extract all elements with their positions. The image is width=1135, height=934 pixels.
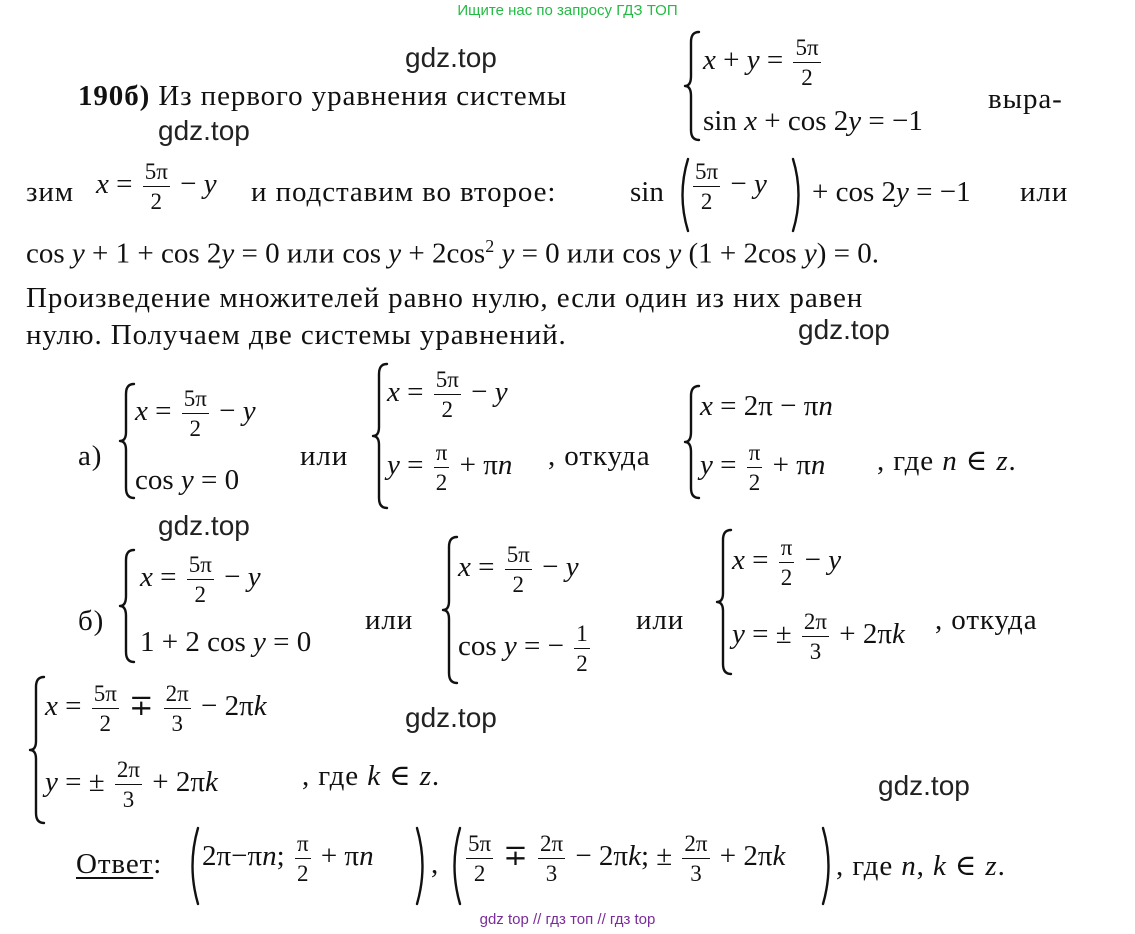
text-fragment: или	[1020, 176, 1069, 208]
fraction: $\frac{5\pi}{2}$	[188, 552, 212, 607]
fraction: $\frac{2\pi}{3}$	[684, 831, 708, 886]
text-line-5: нулю. Получаем две системы уравнений.	[26, 319, 567, 351]
left-brace	[118, 548, 138, 664]
fraction: $\frac{5\pi}{2}$	[795, 35, 819, 90]
footer-links[interactable]: gdz top // гдз топ // гдз top	[479, 911, 656, 928]
text-fragment: выра-	[988, 83, 1063, 115]
problem-text: Из первого уравнения системы	[158, 80, 568, 112]
equation: x = $\frac{5\pi}{2}$ − y	[96, 159, 217, 214]
text-fragment: Ответ	[76, 848, 154, 880]
fraction: $\frac{\pi}{2}$	[748, 440, 761, 495]
text-fragment: и подставим во второе:	[251, 176, 557, 208]
equation: x = 2π − πn	[700, 390, 833, 422]
fraction: $\frac{5\pi}{2}$	[695, 159, 719, 214]
fraction: $\frac{\pi}{2}$	[780, 535, 793, 590]
text-fragment: или	[566, 237, 616, 270]
case-label: б)	[78, 605, 105, 637]
watermark: gdz.top	[798, 314, 890, 345]
equation: x = $\frac{5\pi}{2}$ − y	[387, 367, 508, 422]
text-fragment: , где	[302, 760, 360, 792]
equation: cos y = − $\frac{1}{2}$	[458, 621, 588, 676]
answer-label: Ответ:	[76, 848, 163, 880]
fraction: $\frac{5\pi}{2}$	[93, 681, 117, 736]
text-fragment: или	[286, 237, 336, 270]
fraction: $\frac{2\pi}{3}$	[165, 681, 189, 736]
watermark: gdz.top	[158, 115, 250, 146]
text-line-4: Произведение множителей равно нулю, если один из них равен	[26, 282, 864, 314]
text-fragment: , откуда	[548, 440, 651, 472]
fraction: $\frac{2\pi}{3}$	[803, 609, 828, 664]
right-paren	[820, 826, 836, 906]
fraction: $\frac{1}{2}$	[576, 621, 588, 676]
text-fragment: или	[365, 604, 414, 636]
equation: x = $\frac{5\pi}{2}$ − y	[140, 552, 261, 607]
equation: x = $\frac{5\pi}{2}$ − y	[135, 386, 256, 441]
answer-condition: , где n, k ∈ z.	[836, 850, 1006, 882]
text-fragment: , откуда	[935, 604, 1038, 636]
text-fragment: зим	[26, 176, 75, 208]
equation: y = ± $\frac{2\pi}{3}$ + 2πk	[45, 757, 218, 812]
fraction: $\frac{5\pi}{2}$	[435, 367, 459, 422]
fraction: $\frac{5\pi}{2}$	[144, 159, 168, 214]
right-paren	[414, 826, 430, 906]
condition: , где k ∈ z.	[302, 760, 441, 792]
text-fragment: или	[636, 604, 685, 636]
problem-number: 190б)	[78, 80, 151, 112]
equation: 1 + 2 cos y = 0	[140, 626, 312, 658]
equation: y = ± $\frac{2\pi}{3}$ + 2πk	[732, 609, 905, 664]
text-fragment: , где	[877, 445, 935, 477]
watermark: gdz.top	[158, 510, 250, 541]
equation: y = $\frac{\pi}{2}$ + πn	[387, 440, 513, 495]
equation: + cos 2y = −1	[812, 176, 971, 208]
equation: sin x + cos 2y = −1	[703, 105, 923, 137]
problem-line-1	[78, 80, 567, 113]
fraction: $\frac{5\pi}{2}$	[183, 386, 207, 441]
fraction: $\frac{2\pi}{3}$	[116, 757, 141, 812]
equation-line-3: cos y + 1 + cos 2y = 0 или $\cos y + 2\cos^2$ y = 0 или cos y (1 + 2cos y) = 0.	[26, 236, 879, 270]
fraction: $\frac{5\pi}{2}$	[506, 542, 530, 597]
equation: sin	[630, 176, 664, 208]
left-paren	[447, 826, 463, 906]
watermark: gdz.top	[878, 770, 970, 801]
fraction: $\frac{\pi}{2}$	[296, 831, 309, 886]
case-label: а)	[78, 440, 103, 472]
text-fragment: или	[300, 440, 349, 472]
watermark: gdz.top	[405, 42, 497, 73]
condition: , где n ∈ z.	[877, 445, 1017, 477]
equation: $\frac{5\pi}{2}$ ∓ $\frac{2\pi}{3}$ − 2πk; ± $\frac{2\pi}{3}$ + 2πk	[468, 831, 786, 886]
left-brace	[683, 30, 703, 142]
left-paren	[675, 157, 691, 233]
equation: cos y = 0	[135, 464, 240, 496]
equation: x = $\frac{5\pi}{2}$ − y	[458, 542, 579, 597]
equation: y = $\frac{\pi}{2}$ + πn	[700, 440, 826, 495]
equation: x = $\frac{5\pi}{2}$ ∓ $\frac{2\pi}{3}$ − 2πk	[45, 681, 267, 736]
equation: x + y = $\frac{5\pi}{2}$	[703, 35, 819, 90]
left-paren	[185, 826, 201, 906]
fraction: $\frac{2\pi}{3}$	[539, 831, 564, 886]
equation: 2π−πn; $\frac{\pi}{2}$ + πn	[202, 831, 374, 886]
right-paren	[790, 157, 806, 233]
fraction: $\frac{\pi}{2}$	[435, 440, 448, 495]
watermark: gdz.top	[405, 702, 497, 733]
text-fragment: где	[852, 850, 894, 882]
top-banner[interactable]: Ищите нас по запросу ГДЗ ТОП	[457, 2, 678, 19]
equation: $\frac{5\pi}{2}$ − y	[695, 159, 767, 214]
equation: ,	[431, 848, 439, 880]
fraction: $\frac{5\pi}{2}$	[468, 831, 492, 886]
equation: x = $\frac{\pi}{2}$ − y	[732, 535, 842, 590]
